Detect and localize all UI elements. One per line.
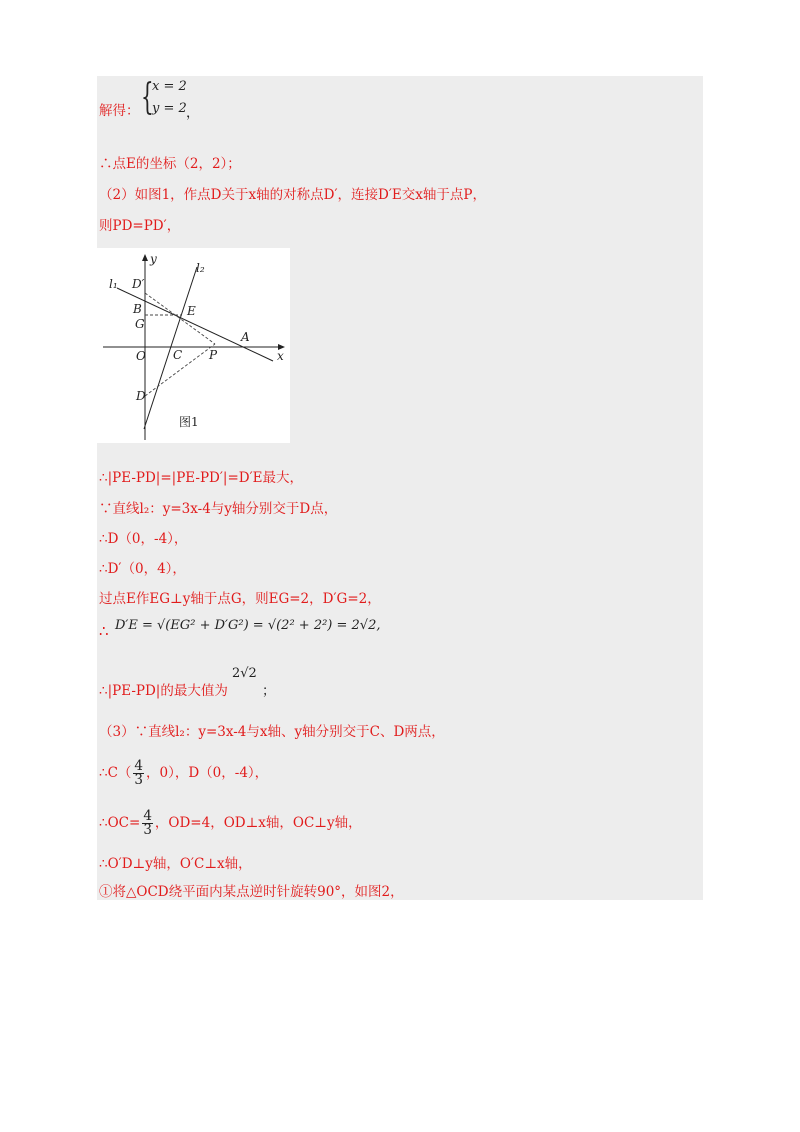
label-l2: l₂ [196, 261, 205, 275]
label-B: B [133, 302, 142, 316]
text-line-12 [99, 760, 268, 787]
fraction-den: 3 [143, 822, 152, 838]
y-axis-arrow [142, 254, 148, 261]
fraction-num: 4 [134, 758, 144, 774]
label-Dp: D′ [132, 277, 145, 291]
label-P: P [209, 348, 218, 362]
label-l1: l₁ [109, 277, 118, 291]
label-C: C [173, 348, 183, 362]
text-line-10-tail: ； [262, 683, 276, 699]
label-y: y [150, 252, 157, 266]
text-line-9-prefix: ∴ [99, 622, 109, 640]
text-line-14: ∴O′D⊥y轴，O′C⊥x轴， [99, 856, 252, 872]
system-eq2: y = 2 [152, 101, 187, 116]
solve-label: 解得： [99, 103, 140, 119]
text-line-1: ∴点E的坐标（2，2）； [99, 156, 241, 172]
text-line-12-a: ∴C（ [99, 765, 132, 781]
system-brace: { [141, 77, 154, 118]
label-A: A [241, 330, 250, 344]
text-line-13 [99, 810, 362, 837]
label-x: x [277, 349, 284, 363]
system-eq1: x = 2 [152, 79, 187, 94]
system-tail: ， [186, 105, 200, 121]
fraction-num: 4 [143, 808, 152, 824]
text-line-13-a: ∴OC= [99, 815, 141, 831]
label-E: E [187, 304, 196, 318]
figure-caption: 图1 [179, 415, 199, 429]
text-line-11: （3）∵直线l₂：y=3x-4与x轴、y轴分别交于C、D两点， [99, 724, 445, 740]
text-line-5: ∵直线l₂：y=3x-4与y轴分别交于D点， [99, 501, 338, 517]
figure-1 [97, 248, 290, 443]
text-line-7: ∴D′（0，4）， [99, 561, 186, 577]
formula-DpE: D′E = √(EG² + D′G²) = √(2² + 2²) = 2√2, [115, 618, 381, 633]
label-D: D [136, 389, 146, 403]
text-line-15: ①将△OCD绕平面内某点逆时针旋转90°，如图2， [99, 884, 404, 900]
label-O: O [136, 349, 146, 363]
text-line-8: 过点E作EG⊥y轴于点G，则EG=2，D′G=2， [99, 591, 381, 607]
fraction-4-3-b [142, 810, 153, 837]
fraction-den: 3 [134, 772, 144, 788]
fraction-4-3-a [133, 760, 144, 787]
max-value: 2√2 [232, 666, 257, 681]
label-G: G [135, 317, 145, 331]
text-line-3: 则PD=PD′， [99, 218, 181, 234]
line-l2 [144, 267, 197, 429]
text-line-6: ∴D（0，-4）， [99, 531, 188, 547]
text-line-10: ∴|PE-PD|的最大值为 [99, 683, 228, 699]
text-line-12-b: ，0），D（0，-4）， [146, 765, 269, 781]
text-line-2: （2）如图1，作点D关于x轴的对称点D′，连接D′E交x轴于点P， [99, 187, 486, 203]
text-line-13-b: ，OD=4，OD⊥x轴，OC⊥y轴， [154, 815, 362, 831]
figure-1-diagram [97, 248, 290, 443]
text-line-4: ∴|PE-PD|=|PE-PD′|=D′E最大， [99, 470, 304, 486]
